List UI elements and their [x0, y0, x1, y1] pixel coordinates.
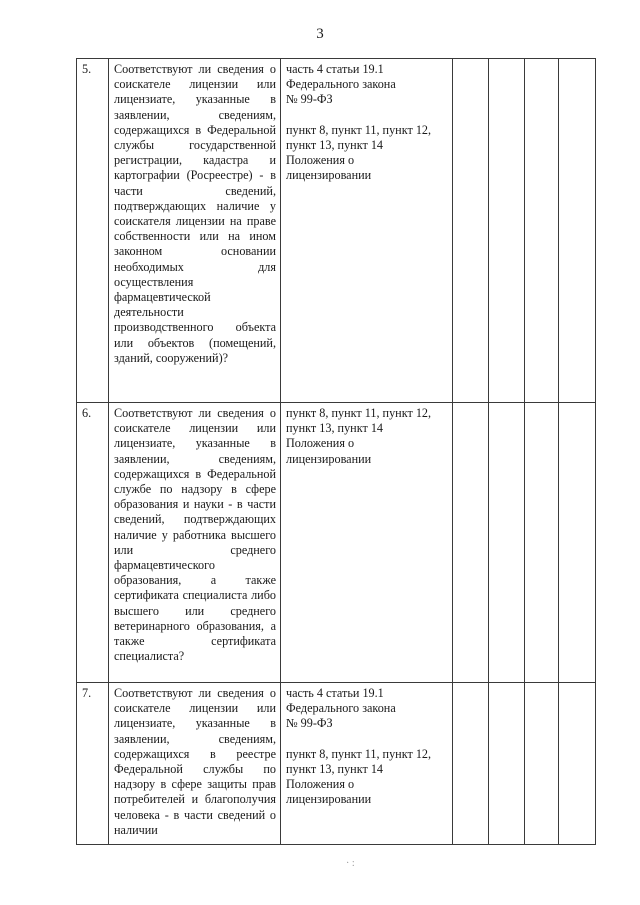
reference-line: пункт 13, пункт 14: [286, 421, 384, 436]
reference-line: часть 4 статьи 19.1: [286, 62, 384, 76]
reference-line: Положения о: [286, 153, 355, 168]
row-number: 7.: [77, 683, 109, 845]
legal-reference: [281, 403, 453, 683]
table-row-5: [77, 59, 596, 403]
reference-line: часть 4 статьи 19.1: [286, 686, 384, 700]
reference-line: лицензировании: [286, 168, 372, 183]
question-text: Соответствуют ли сведения о соискателе лицензии или лицензиате, указанные в заявлении, сведениям, содержащихся в реестре Федеральной службы по надзору в сфере защиты прав потребителей и благополучия человека - в части сведений о наличии: [109, 683, 281, 845]
reference-line: № 99-ФЗ: [286, 92, 333, 107]
reference-line: Положения о: [286, 436, 355, 451]
page-number: 3: [316, 26, 324, 42]
reference-spacer: [286, 108, 448, 123]
note-cell: [559, 59, 596, 403]
reference-line: пункт 13, пункт 14: [286, 761, 384, 776]
answer-cell-no: [489, 59, 525, 403]
reference-line: пункт 13, пункт 14: [286, 137, 384, 152]
table-row-6: [77, 403, 596, 683]
note-cell: [559, 683, 596, 845]
reference-line: Федерального закона: [286, 701, 396, 716]
answer-cell-yes: [453, 59, 489, 403]
answer-cell-yes: [453, 403, 489, 683]
answer-cell-na: [525, 403, 559, 683]
answer-cell-yes: [453, 683, 489, 845]
legal-reference: [281, 683, 453, 845]
reference-line: № 99-ФЗ: [286, 716, 333, 731]
question-text: Соответствуют ли сведения о соискателе лицензии или лицензиате, указанные в заявлении, сведениям, содержащихся в Федеральной службе по надзору в сфере образования и науки - в части сведений, подтверждающих наличие у работника высшего или среднего фармацевтического образования, а также сертификата специалиста либо высшего или среднего ветеринарного образования, а также сертификата специалиста?: [109, 403, 281, 683]
question-text: Соответствуют ли сведения о соискателе лицензии или лицензиате, указанные в заявлении, сведениям, содержащихся в Федеральной службы государственной регистрации, кадастра и картографии (Росреестре) - в части сведений, подтверждающих наличие у соискателя лицензии на праве собственности или на ином законном основании необходимых для осуществления фармацевтической деятельности производственного объекта или объектов (помещений, зданий, сооружений)?: [109, 59, 281, 403]
table-row-7: [77, 683, 596, 845]
reference-line: пункт 8, пункт 11, пункт 12,: [286, 406, 432, 420]
answer-cell-no: [489, 403, 525, 683]
reference-spacer: [286, 732, 448, 747]
reference-line: лицензировании: [286, 792, 372, 807]
legal-reference: [281, 59, 453, 403]
reference-line: Положения о: [286, 777, 355, 792]
answer-cell-na: [525, 59, 559, 403]
answer-cell-na: [525, 683, 559, 845]
row-number: 6.: [77, 403, 109, 683]
reference-line: пункт 8, пункт 11, пункт 12,: [286, 746, 432, 761]
reference-line: Федерального закона: [286, 77, 396, 92]
note-cell: [559, 403, 596, 683]
row-number: 5.: [77, 59, 109, 403]
scan-artifact: · :: [346, 858, 355, 869]
reference-line: пункт 8, пункт 11, пункт 12,: [286, 122, 432, 137]
answer-cell-no: [489, 683, 525, 845]
reference-line: лицензировании: [286, 451, 372, 466]
checklist-table: [76, 58, 596, 845]
